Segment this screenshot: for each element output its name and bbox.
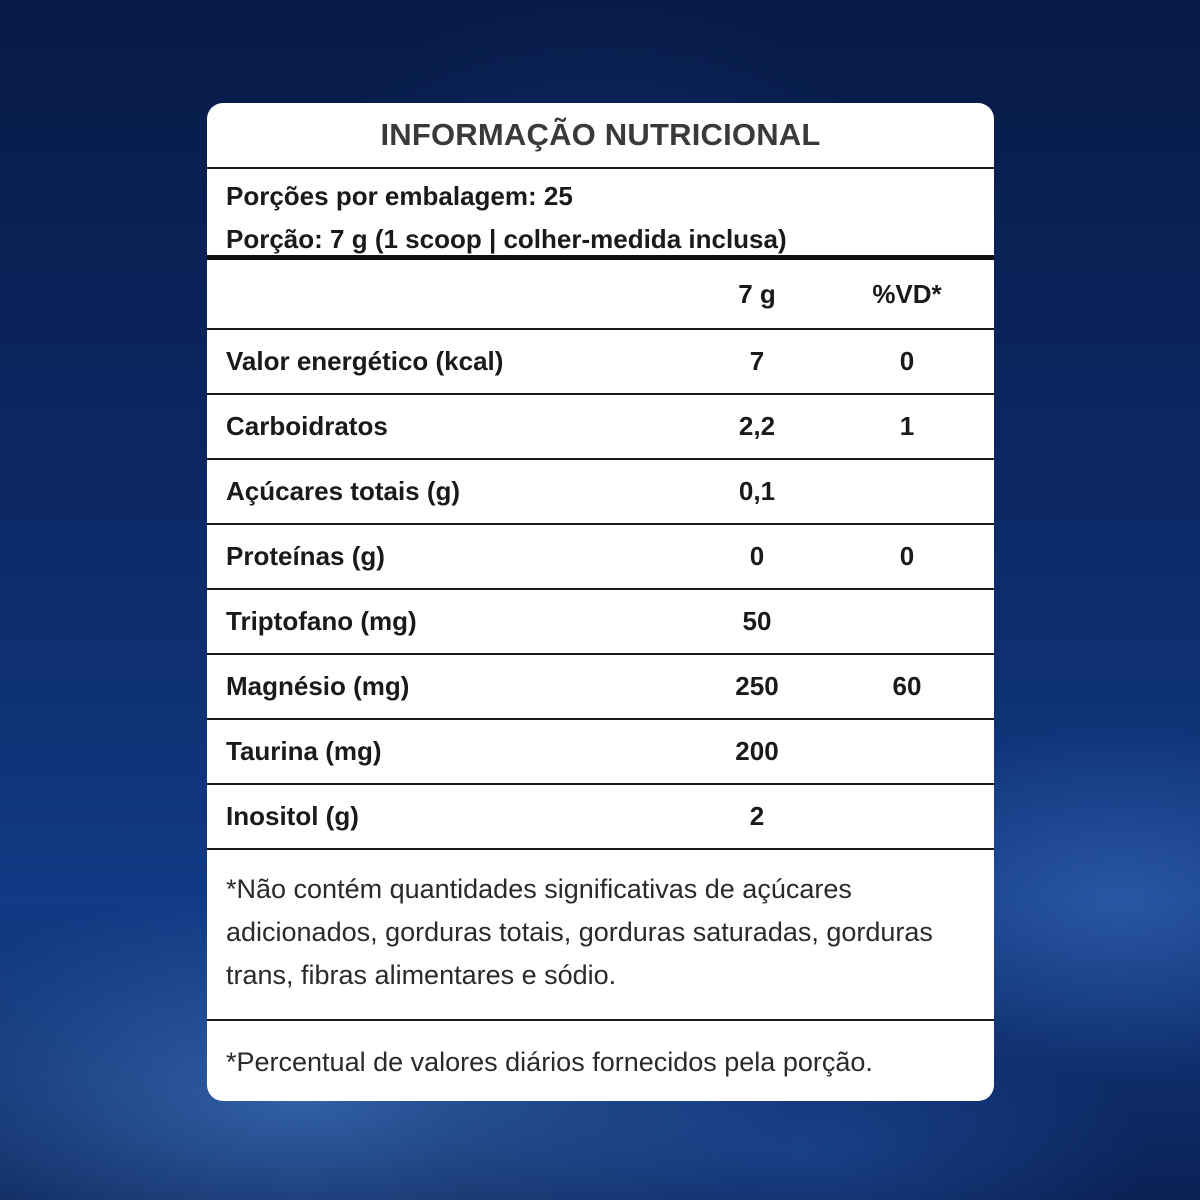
nutrient-label: Taurina (mg) xyxy=(226,736,382,766)
table-row xyxy=(207,590,994,655)
nutrient-label: Carboidratos xyxy=(226,411,388,441)
table-title: INFORMAÇÃO NUTRICIONAL xyxy=(207,103,994,169)
nutrient-label: Triptofano (mg) xyxy=(226,606,417,636)
nutrient-dv: 1 xyxy=(899,411,915,441)
nutrient-label: Proteínas (g) xyxy=(226,541,385,571)
nutrient-amount: 2 xyxy=(749,801,765,831)
table-row xyxy=(207,785,994,850)
table-row xyxy=(207,655,994,720)
nutrient-label: Açúcares totais (g) xyxy=(226,476,461,506)
table-row xyxy=(207,330,994,395)
nutrient-amount: 2,2 xyxy=(738,411,776,441)
column-header-dv: %VD* xyxy=(872,278,942,309)
nutrient-amount: 7 xyxy=(749,346,765,376)
nutrient-amount: 200 xyxy=(735,736,779,766)
serving-info xyxy=(207,169,994,260)
column-header-row xyxy=(207,260,994,330)
footnote-daily-values: *Percentual de valores diários fornecidos pela porção. xyxy=(226,1047,873,1077)
nutrient-amount: 50 xyxy=(742,606,772,636)
column-header-amount: 7 g xyxy=(738,278,776,309)
table-row xyxy=(207,525,994,590)
nutrient-amount: 0 xyxy=(749,541,765,571)
footnote-not-significant: *Não contém quantidades significativas de açúcares adicionados, gorduras totais, gorduras saturadas, gorduras trans, fibras alimentares e sódio. xyxy=(207,850,994,1021)
nutrient-dv: 60 xyxy=(892,671,922,701)
table-row xyxy=(207,460,994,525)
nutrition-facts-panel xyxy=(207,103,994,1101)
table-row xyxy=(207,395,994,460)
nutrient-amount: 250 xyxy=(735,671,779,701)
nutrient-label: Inositol (g) xyxy=(226,801,359,831)
nutrient-label: Valor energético (kcal) xyxy=(226,346,504,376)
table-row xyxy=(207,720,994,785)
nutrient-dv: 0 xyxy=(899,541,915,571)
nutrient-dv: 0 xyxy=(899,346,915,376)
portions-per-package: Porções por embalagem: 25 xyxy=(226,181,573,211)
nutrient-amount: 0,1 xyxy=(738,476,776,506)
portion-size: Porção: 7 g (1 scoop | colher-medida inclusa) xyxy=(226,224,787,254)
nutrient-label: Magnésio (mg) xyxy=(226,671,410,701)
